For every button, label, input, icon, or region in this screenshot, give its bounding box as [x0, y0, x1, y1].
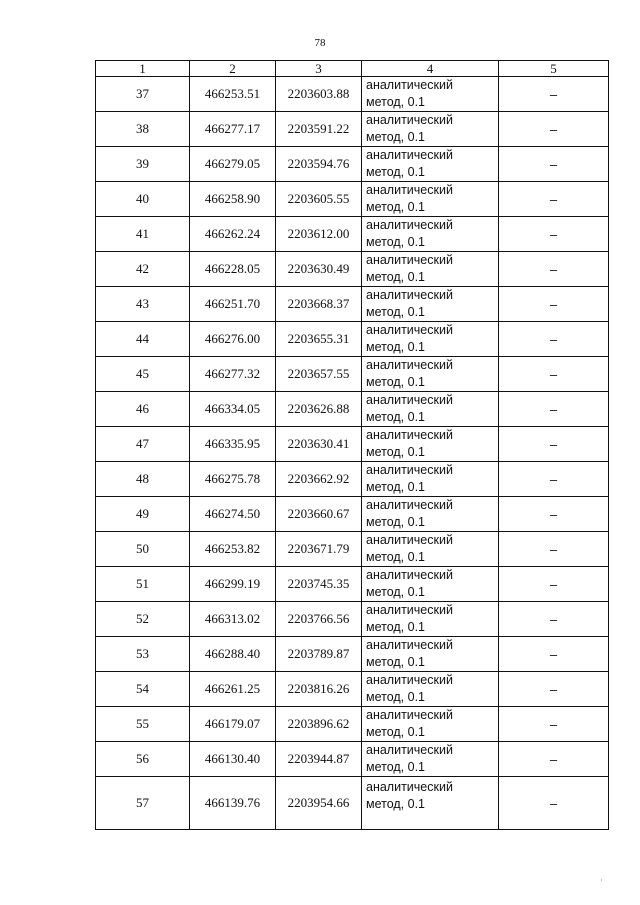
point-number-cell: 52 — [96, 602, 190, 637]
table-row — [96, 427, 609, 462]
y-coordinate-cell: 2203789.87 — [276, 637, 362, 672]
method-cell — [362, 322, 499, 357]
method-line-1: аналитический — [366, 218, 453, 232]
method-line-1: аналитический — [366, 708, 453, 722]
accuracy-cell: – — [499, 742, 609, 777]
accuracy-cell: – — [499, 707, 609, 742]
y-coordinate-cell: 2203603.88 — [276, 77, 362, 112]
accuracy-cell: – — [499, 672, 609, 707]
x-coordinate-cell: 466275.78 — [190, 462, 276, 497]
method-cell — [362, 462, 499, 497]
point-number-cell: 50 — [96, 532, 190, 567]
column-header: 3 — [276, 61, 362, 77]
y-coordinate-cell: 2203630.49 — [276, 252, 362, 287]
method-line-1: аналитический — [366, 498, 453, 512]
x-coordinate-cell: 466228.05 — [190, 252, 276, 287]
accuracy-cell: – — [499, 322, 609, 357]
point-number-cell: 46 — [96, 392, 190, 427]
y-coordinate-cell: 2203612.00 — [276, 217, 362, 252]
point-number-cell: 47 — [96, 427, 190, 462]
table-row — [96, 252, 609, 287]
method-line-1: аналитический — [366, 638, 453, 652]
method-line-1: аналитический — [366, 358, 453, 372]
table-row — [96, 567, 609, 602]
method-cell — [362, 532, 499, 567]
x-coordinate-cell: 466335.95 — [190, 427, 276, 462]
accuracy-cell: – — [499, 777, 609, 830]
column-header: 5 — [499, 61, 609, 77]
x-coordinate-cell: 466179.07 — [190, 707, 276, 742]
method-line-1: аналитический — [366, 323, 453, 337]
accuracy-cell: – — [499, 637, 609, 672]
table-row — [96, 602, 609, 637]
method-cell — [362, 742, 499, 777]
y-coordinate-cell: 2203896.62 — [276, 707, 362, 742]
method-cell — [362, 672, 499, 707]
method-line-1: аналитический — [366, 428, 453, 442]
page-number: 78 — [314, 37, 326, 49]
method-cell — [362, 182, 499, 217]
point-number-cell: 40 — [96, 182, 190, 217]
method-line-1: аналитический — [366, 113, 453, 127]
method-cell — [362, 637, 499, 672]
point-number-cell: 44 — [96, 322, 190, 357]
table-row — [96, 357, 609, 392]
method-cell — [362, 147, 499, 182]
accuracy-cell: – — [499, 427, 609, 462]
header-row — [96, 61, 609, 77]
y-coordinate-cell: 2203954.66 — [276, 777, 362, 830]
point-number-cell: 45 — [96, 357, 190, 392]
y-coordinate-cell: 2203816.26 — [276, 672, 362, 707]
table-row — [96, 777, 609, 830]
y-coordinate-cell: 2203591.22 — [276, 112, 362, 147]
y-coordinate-cell: 2203655.31 — [276, 322, 362, 357]
method-line-2: метод, 0.1 — [366, 620, 426, 634]
y-coordinate-cell: 2203944.87 — [276, 742, 362, 777]
point-number-cell: 56 — [96, 742, 190, 777]
method-cell — [362, 77, 499, 112]
method-line-1: аналитический — [366, 393, 453, 407]
table-row — [96, 532, 609, 567]
accuracy-cell: – — [499, 77, 609, 112]
method-line-2: метод, 0.1 — [366, 235, 426, 249]
x-coordinate-cell: 466261.25 — [190, 672, 276, 707]
accuracy-cell: – — [499, 147, 609, 182]
table-row — [96, 287, 609, 322]
method-line-1: аналитический — [366, 673, 453, 687]
method-cell — [362, 777, 499, 830]
method-line-2: метод, 0.1 — [366, 690, 426, 704]
y-coordinate-cell: 2203662.92 — [276, 462, 362, 497]
table-body — [96, 77, 609, 830]
table-row — [96, 672, 609, 707]
column-header: 2 — [190, 61, 276, 77]
point-number-cell: 57 — [96, 777, 190, 830]
point-number-cell: 54 — [96, 672, 190, 707]
x-coordinate-cell: 466313.02 — [190, 602, 276, 637]
table-row — [96, 392, 609, 427]
method-line-1: аналитический — [366, 78, 453, 92]
method-line-2: метод, 0.1 — [366, 200, 426, 214]
y-coordinate-cell: 2203671.79 — [276, 532, 362, 567]
x-coordinate-cell: 466253.82 — [190, 532, 276, 567]
x-coordinate-cell: 466279.05 — [190, 147, 276, 182]
method-line-1: аналитический — [366, 533, 453, 547]
column-header: 4 — [362, 61, 499, 77]
x-coordinate-cell: 466277.32 — [190, 357, 276, 392]
table-row — [96, 77, 609, 112]
y-coordinate-cell: 2203668.37 — [276, 287, 362, 322]
y-coordinate-cell: 2203766.56 — [276, 602, 362, 637]
method-cell — [362, 357, 499, 392]
x-coordinate-cell: 466253.51 — [190, 77, 276, 112]
table-row — [96, 217, 609, 252]
y-coordinate-cell: 2203594.76 — [276, 147, 362, 182]
accuracy-cell: – — [499, 357, 609, 392]
method-line-2: метод, 0.1 — [366, 445, 426, 459]
x-coordinate-cell: 466277.17 — [190, 112, 276, 147]
table-header — [96, 61, 609, 77]
method-line-2: метод, 0.1 — [366, 130, 426, 144]
method-line-1: аналитический — [366, 743, 453, 757]
method-line-2: метод, 0.1 — [366, 725, 426, 739]
method-line-2: метод, 0.1 — [366, 655, 426, 669]
coordinates-table — [95, 60, 609, 830]
method-line-1: аналитический — [366, 603, 453, 617]
method-line-2: метод, 0.1 — [366, 165, 426, 179]
accuracy-cell: – — [499, 567, 609, 602]
x-coordinate-cell: 466262.24 — [190, 217, 276, 252]
point-number-cell: 55 — [96, 707, 190, 742]
table-row — [96, 497, 609, 532]
x-coordinate-cell: 466258.90 — [190, 182, 276, 217]
y-coordinate-cell: 2203745.35 — [276, 567, 362, 602]
method-line-1: аналитический — [366, 148, 453, 162]
x-coordinate-cell: 466274.50 — [190, 497, 276, 532]
y-coordinate-cell: 2203660.67 — [276, 497, 362, 532]
accuracy-cell: – — [499, 287, 609, 322]
method-cell — [362, 252, 499, 287]
point-number-cell: 53 — [96, 637, 190, 672]
point-number-cell: 38 — [96, 112, 190, 147]
method-line-2: метод, 0.1 — [366, 305, 426, 319]
method-line-2: метод, 0.1 — [366, 95, 426, 109]
accuracy-cell: – — [499, 462, 609, 497]
x-coordinate-cell: 466288.40 — [190, 637, 276, 672]
point-number-cell: 41 — [96, 217, 190, 252]
accuracy-cell: – — [499, 392, 609, 427]
method-line-1: аналитический — [366, 288, 453, 302]
method-line-1: аналитический — [366, 780, 453, 794]
method-cell — [362, 567, 499, 602]
method-line-2: метод, 0.1 — [366, 375, 426, 389]
y-coordinate-cell: 2203605.55 — [276, 182, 362, 217]
table-row — [96, 707, 609, 742]
scan-mark: · — [600, 876, 603, 885]
method-line-1: аналитический — [366, 463, 453, 477]
accuracy-cell: – — [499, 182, 609, 217]
method-cell — [362, 217, 499, 252]
method-line-2: метод, 0.1 — [366, 760, 426, 774]
point-number-cell: 43 — [96, 287, 190, 322]
y-coordinate-cell: 2203626.88 — [276, 392, 362, 427]
x-coordinate-cell: 466334.05 — [190, 392, 276, 427]
x-coordinate-cell: 466139.76 — [190, 777, 276, 830]
accuracy-cell: – — [499, 217, 609, 252]
table-row — [96, 112, 609, 147]
accuracy-cell: – — [499, 497, 609, 532]
method-cell — [362, 602, 499, 637]
method-line-2: метод, 0.1 — [366, 797, 426, 811]
method-line-2: метод, 0.1 — [366, 410, 426, 424]
method-line-1: аналитический — [366, 253, 453, 267]
table-row — [96, 322, 609, 357]
method-line-1: аналитический — [366, 183, 453, 197]
accuracy-cell: – — [499, 532, 609, 567]
point-number-cell: 49 — [96, 497, 190, 532]
accuracy-cell: – — [499, 602, 609, 637]
accuracy-cell: – — [499, 252, 609, 287]
point-number-cell: 37 — [96, 77, 190, 112]
method-cell — [362, 392, 499, 427]
table-row — [96, 182, 609, 217]
point-number-cell: 51 — [96, 567, 190, 602]
x-coordinate-cell: 466299.19 — [190, 567, 276, 602]
method-cell — [362, 707, 499, 742]
method-line-2: метод, 0.1 — [366, 550, 426, 564]
method-line-2: метод, 0.1 — [366, 585, 426, 599]
table-row — [96, 637, 609, 672]
point-number-cell: 39 — [96, 147, 190, 182]
column-header: 1 — [96, 61, 190, 77]
method-line-2: метод, 0.1 — [366, 515, 426, 529]
table-row — [96, 462, 609, 497]
method-cell — [362, 497, 499, 532]
x-coordinate-cell: 466130.40 — [190, 742, 276, 777]
x-coordinate-cell: 466276.00 — [190, 322, 276, 357]
y-coordinate-cell: 2203630.41 — [276, 427, 362, 462]
table-row — [96, 147, 609, 182]
method-line-1: аналитический — [366, 568, 453, 582]
point-number-cell: 48 — [96, 462, 190, 497]
method-cell — [362, 112, 499, 147]
y-coordinate-cell: 2203657.55 — [276, 357, 362, 392]
method-cell — [362, 287, 499, 322]
x-coordinate-cell: 466251.70 — [190, 287, 276, 322]
method-line-2: метод, 0.1 — [366, 270, 426, 284]
method-cell — [362, 427, 499, 462]
accuracy-cell: – — [499, 112, 609, 147]
point-number-cell: 42 — [96, 252, 190, 287]
table-row — [96, 742, 609, 777]
method-line-2: метод, 0.1 — [366, 480, 426, 494]
method-line-2: метод, 0.1 — [366, 340, 426, 354]
